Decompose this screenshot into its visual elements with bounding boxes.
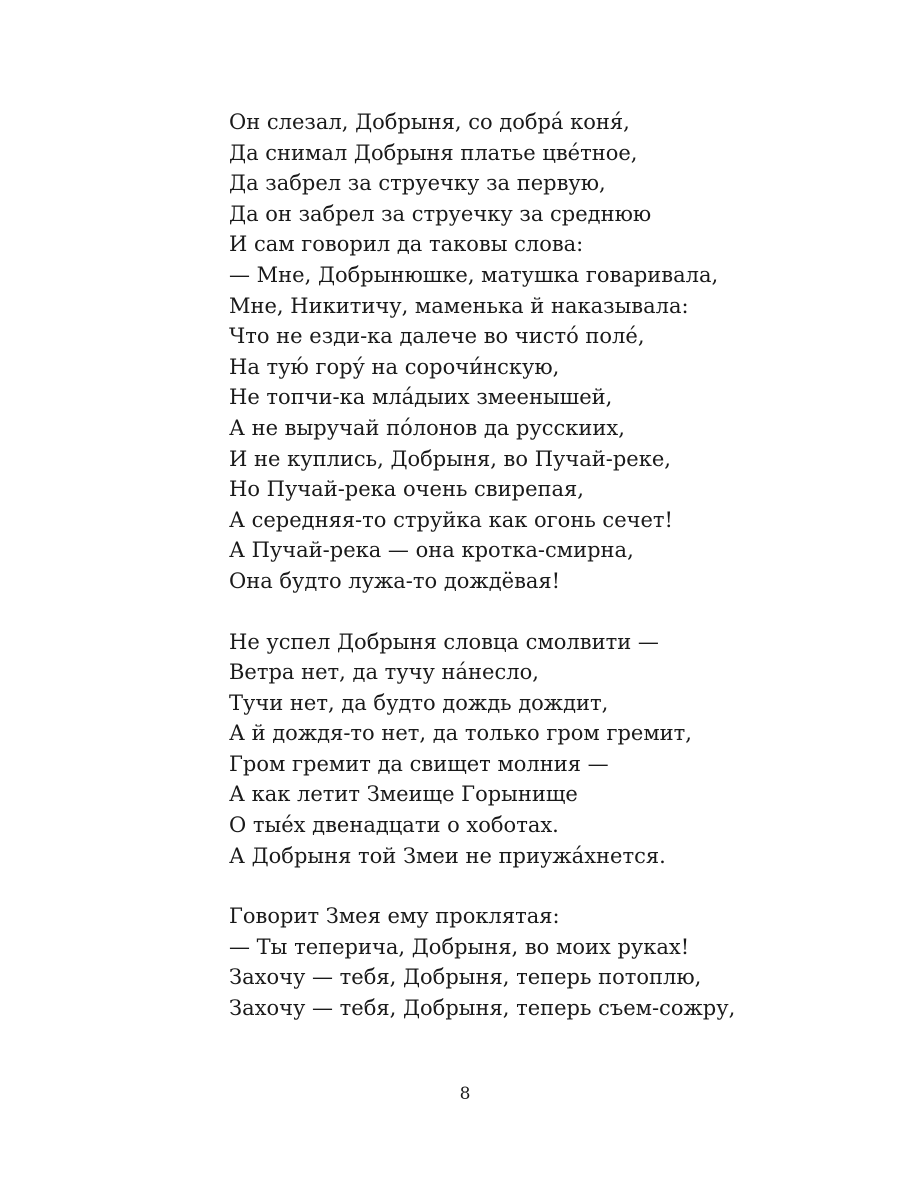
poem-line: Она будто лужа-то дождёвая! xyxy=(229,568,561,593)
poem-line: О тые́х двенадцати о хоботах. xyxy=(229,813,559,838)
stanza-3 xyxy=(229,901,849,1023)
page-number: 8 xyxy=(459,1084,471,1104)
stanza-1 xyxy=(229,107,849,597)
poem-line: — Ты теперича, Добрыня, во моих руках! xyxy=(229,934,690,959)
poem-text xyxy=(229,107,849,1024)
poem-line: Не топчи-ка мла́дыих змеенышей, xyxy=(229,385,613,410)
poem-line: Говорит Змея ему проклятая: xyxy=(229,904,560,929)
poem-line: И не куплись, Добрыня, во Пучай-реке, xyxy=(229,446,671,471)
stanza-2 xyxy=(229,627,849,872)
poem-line: — Мне, Добрынюшке, матушка говаривала, xyxy=(229,262,719,287)
poem-line: А середняя-то струйка как огонь сечет! xyxy=(229,507,673,532)
poem-line: Но Пучай-река очень свирепая, xyxy=(229,477,584,502)
poem-line: А как летит Змеище Горынище xyxy=(229,782,578,807)
poem-line: А й дождя-то нет, да только гром гремит, xyxy=(229,721,692,746)
poem-line: Захочу — тебя, Добрыня, теперь съем-сожру, xyxy=(229,996,736,1021)
poem-line: Тучи нет, да будто дождь дождит, xyxy=(229,690,609,715)
poem-line: Не успел Добрыня словца смолвити — xyxy=(229,629,659,654)
poem-line: Да снимал Добрыня платье цве́тное, xyxy=(229,140,638,165)
poem-line: Что не езди-ка далече во чисто́ поле́, xyxy=(229,324,645,349)
poem-line: Да забрел за струечку за первую, xyxy=(229,171,606,196)
poem-line: На тую́ гору́ на сорочи́нскую, xyxy=(229,354,560,379)
poem-line: Ветра нет, да тучу на́несло, xyxy=(229,660,539,685)
poem-line: Да он забрел за струечку за среднюю xyxy=(229,201,652,226)
poem-line: А Пучай-река — она кротка-смирна, xyxy=(229,538,634,563)
poem-line: Мне, Никитичу, маменька й наказывала: xyxy=(229,293,689,318)
poem-line: Он слезал, Добрыня, со добра́ коня́, xyxy=(229,110,630,134)
poem-line: А не выручай по́лонов да русскиих, xyxy=(229,415,625,440)
poem-line: А Добрыня той Змеи не приужа́хнется. xyxy=(229,843,666,868)
poem-line: И сам говорил да таковы слова: xyxy=(229,232,584,257)
poem-line: Гром гремит да свищет молния — xyxy=(229,751,609,776)
poem-line: Захочу — тебя, Добрыня, теперь потоплю, xyxy=(229,965,702,990)
